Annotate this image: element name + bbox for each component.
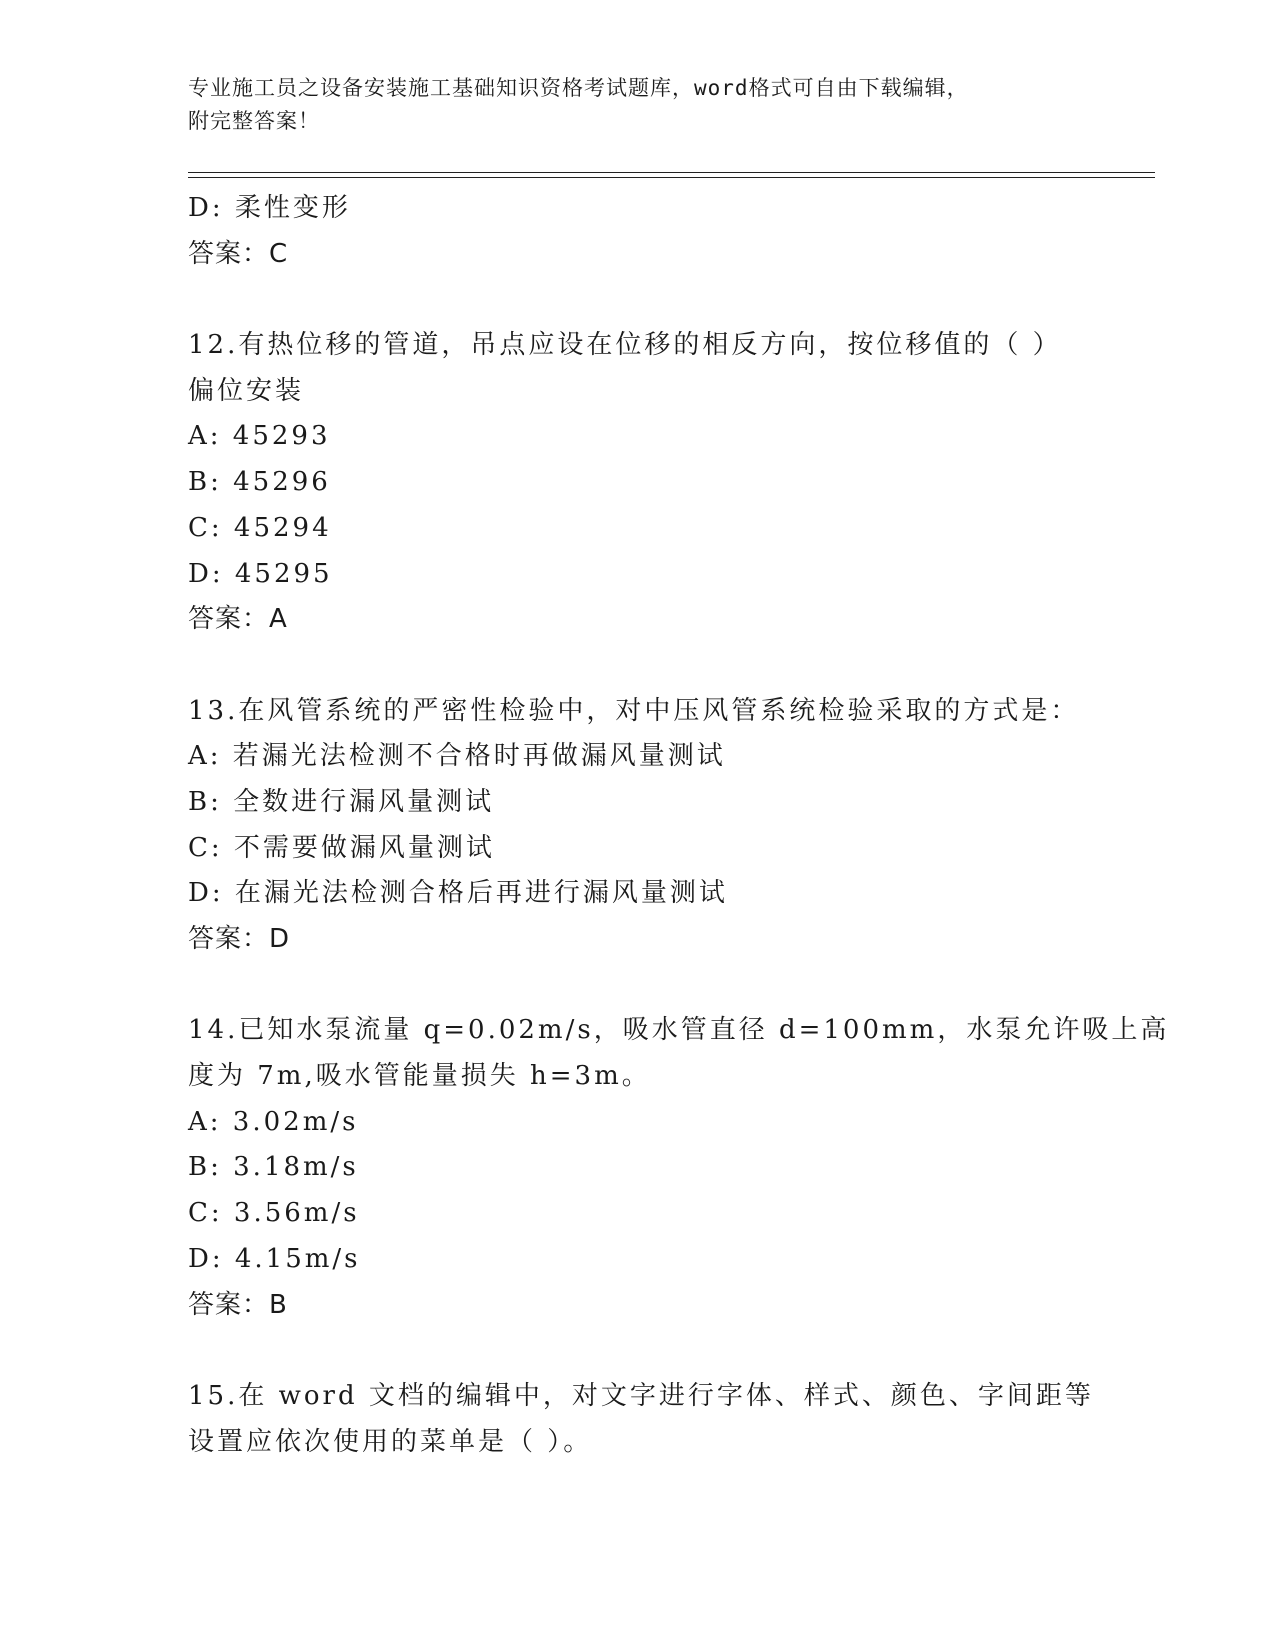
- spacer: [188, 963, 1148, 1009]
- option-c: C: 不需要做漏风量测试: [188, 832, 495, 863]
- question-stem: 12.有热位移的管道，吊点应设在位移的相反方向，按位移值的（ ）: [188, 330, 1062, 361]
- question-stem: 13.在风管系统的严密性检验中，对中压风管系统检验采取的方式是：: [188, 695, 1080, 726]
- header-line-2: 附完整答案！: [188, 109, 320, 133]
- question-15: [188, 1374, 1148, 1465]
- option-d: D: 柔性变形: [188, 193, 351, 223]
- option-b: B: 3.18m/s: [188, 1152, 359, 1183]
- question-stem: 偏位安装: [188, 375, 305, 406]
- header-line-1: 专业施工员之设备安装施工基础知识资格考试题库，word格式可自由下载编辑，: [188, 76, 969, 100]
- question-13: [188, 689, 1148, 963]
- option-d: D: 45295: [188, 558, 333, 589]
- option-b: B: 45296: [188, 467, 331, 498]
- option-d: D: 在漏光法检测合格后再进行漏风量测试: [188, 878, 728, 909]
- answer: 答案：C: [188, 238, 289, 269]
- question-stem: 14.已知水泵流量 q=0.02m/s，吸水管直径 d=100mm，水泵允许吸上高: [188, 1015, 1170, 1046]
- option-d: D: 4.15m/s: [188, 1243, 361, 1274]
- option-a: A: 45293: [188, 421, 331, 452]
- spacer: [188, 1328, 1148, 1374]
- question-stem: 设置应依次使用的菜单是（ ）。: [188, 1426, 593, 1457]
- spacer: [188, 277, 1148, 323]
- option-a: A: 3.02m/s: [188, 1106, 359, 1137]
- option-c: C: 3.56m/s: [188, 1198, 360, 1229]
- answer: 答案：A: [188, 604, 288, 635]
- question-12: [188, 323, 1148, 643]
- option-b: B: 全数进行漏风量测试: [188, 786, 495, 817]
- spacer: [188, 643, 1148, 689]
- option-a: A: 若漏光法检测不合格时再做漏风量测试: [188, 741, 726, 772]
- header-rule-bottom: [188, 177, 1155, 178]
- question-stem: 15.在 word 文档的编辑中，对文字进行字体、样式、颜色、字间距等: [188, 1380, 1094, 1411]
- document-body: [188, 186, 1170, 1465]
- option-c: C: 45294: [188, 512, 332, 543]
- header-rule-top: [188, 172, 1155, 173]
- answer: 答案：D: [188, 924, 291, 954]
- question-14: [188, 1008, 1170, 1328]
- question-stem: 度为 7m,吸水管能量损失 h=3m。: [188, 1061, 651, 1092]
- answer: 答案：B: [188, 1289, 288, 1320]
- document-header: [188, 72, 1068, 138]
